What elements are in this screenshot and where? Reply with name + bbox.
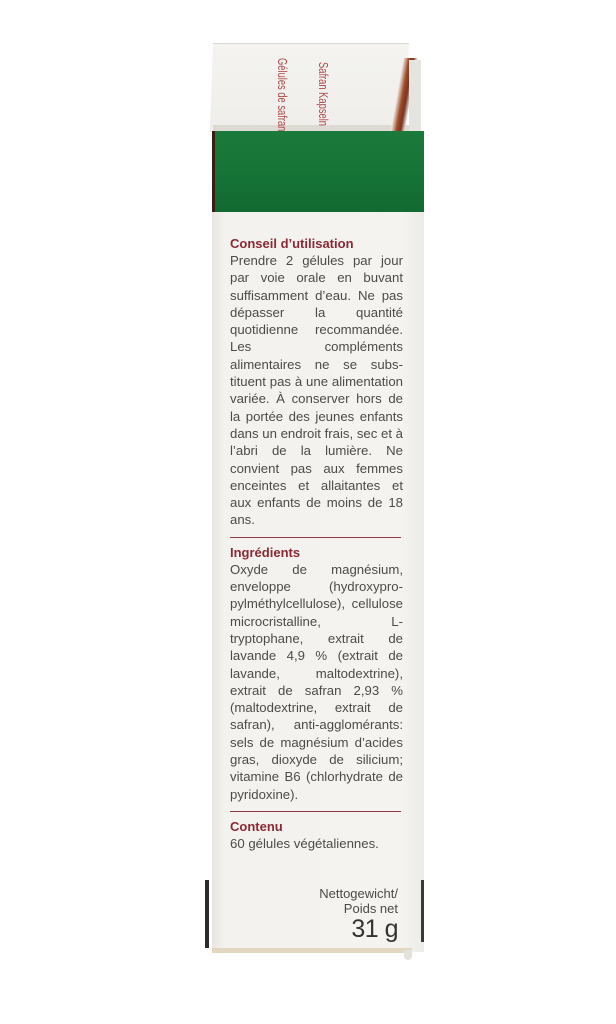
contents-heading: Contenu (230, 818, 283, 834)
net-weight-label-1: Nettogewicht/ (319, 886, 398, 901)
usage-heading: Conseil d’utilisation (230, 236, 354, 251)
panel-edge-left (205, 880, 209, 948)
box-top-flap (210, 43, 409, 132)
net-weight-label-2: Poids net (343, 901, 398, 916)
contents-text: 60 gélules végétaliennes. (230, 835, 379, 851)
contents-section (230, 818, 403, 852)
ingredients-text: Oxyde de magnésium, enveloppe (hydroxypropylméthylcellulose), cellulose microcristalline, L-tryptophane, extrait de lavande 4,9 % (extrait de lavande, maltodextrine), extrait de safran 2,93 % (maltodextrine, extrait de safran), anti-agglomérants: sels de magnésium d’acides gras, dioxyde de silicium; vitamine B6 (chlorhydrate de pyridoxine). (230, 561, 403, 802)
usage-text: Prendre 2 gélules par jour par voie orale en buvant suffisamment d’eau. Ne pas dépasser la quantité quotidienne recommandée. Les compléments alimentaires ne se substituent pas à une alimentation variée. À conserver hors de la portée des jeunes enfants dans un endroit frais, sec et à l’abri de la lumière. Ne convient pas aux femmes enceintes et allaitantes et aux enfants de moins de 18 ans. (230, 253, 404, 528)
flap-text-german: Safran Kapseln (316, 62, 331, 127)
green-band (212, 131, 424, 212)
ingredients-section (230, 544, 403, 803)
divider (230, 811, 401, 812)
panel-content (230, 235, 403, 852)
net-weight (290, 886, 398, 942)
usage-section (230, 235, 403, 529)
panel-bottom-edge (212, 948, 412, 953)
panel-edge-right (421, 880, 424, 942)
divider (230, 537, 401, 538)
panel-corner (404, 950, 412, 960)
net-weight-value: 31 g (351, 915, 398, 943)
ingredients-heading: Ingrédients (230, 544, 301, 560)
flap-side (409, 60, 421, 132)
flap-text-french: Gélules de safran (275, 58, 290, 132)
